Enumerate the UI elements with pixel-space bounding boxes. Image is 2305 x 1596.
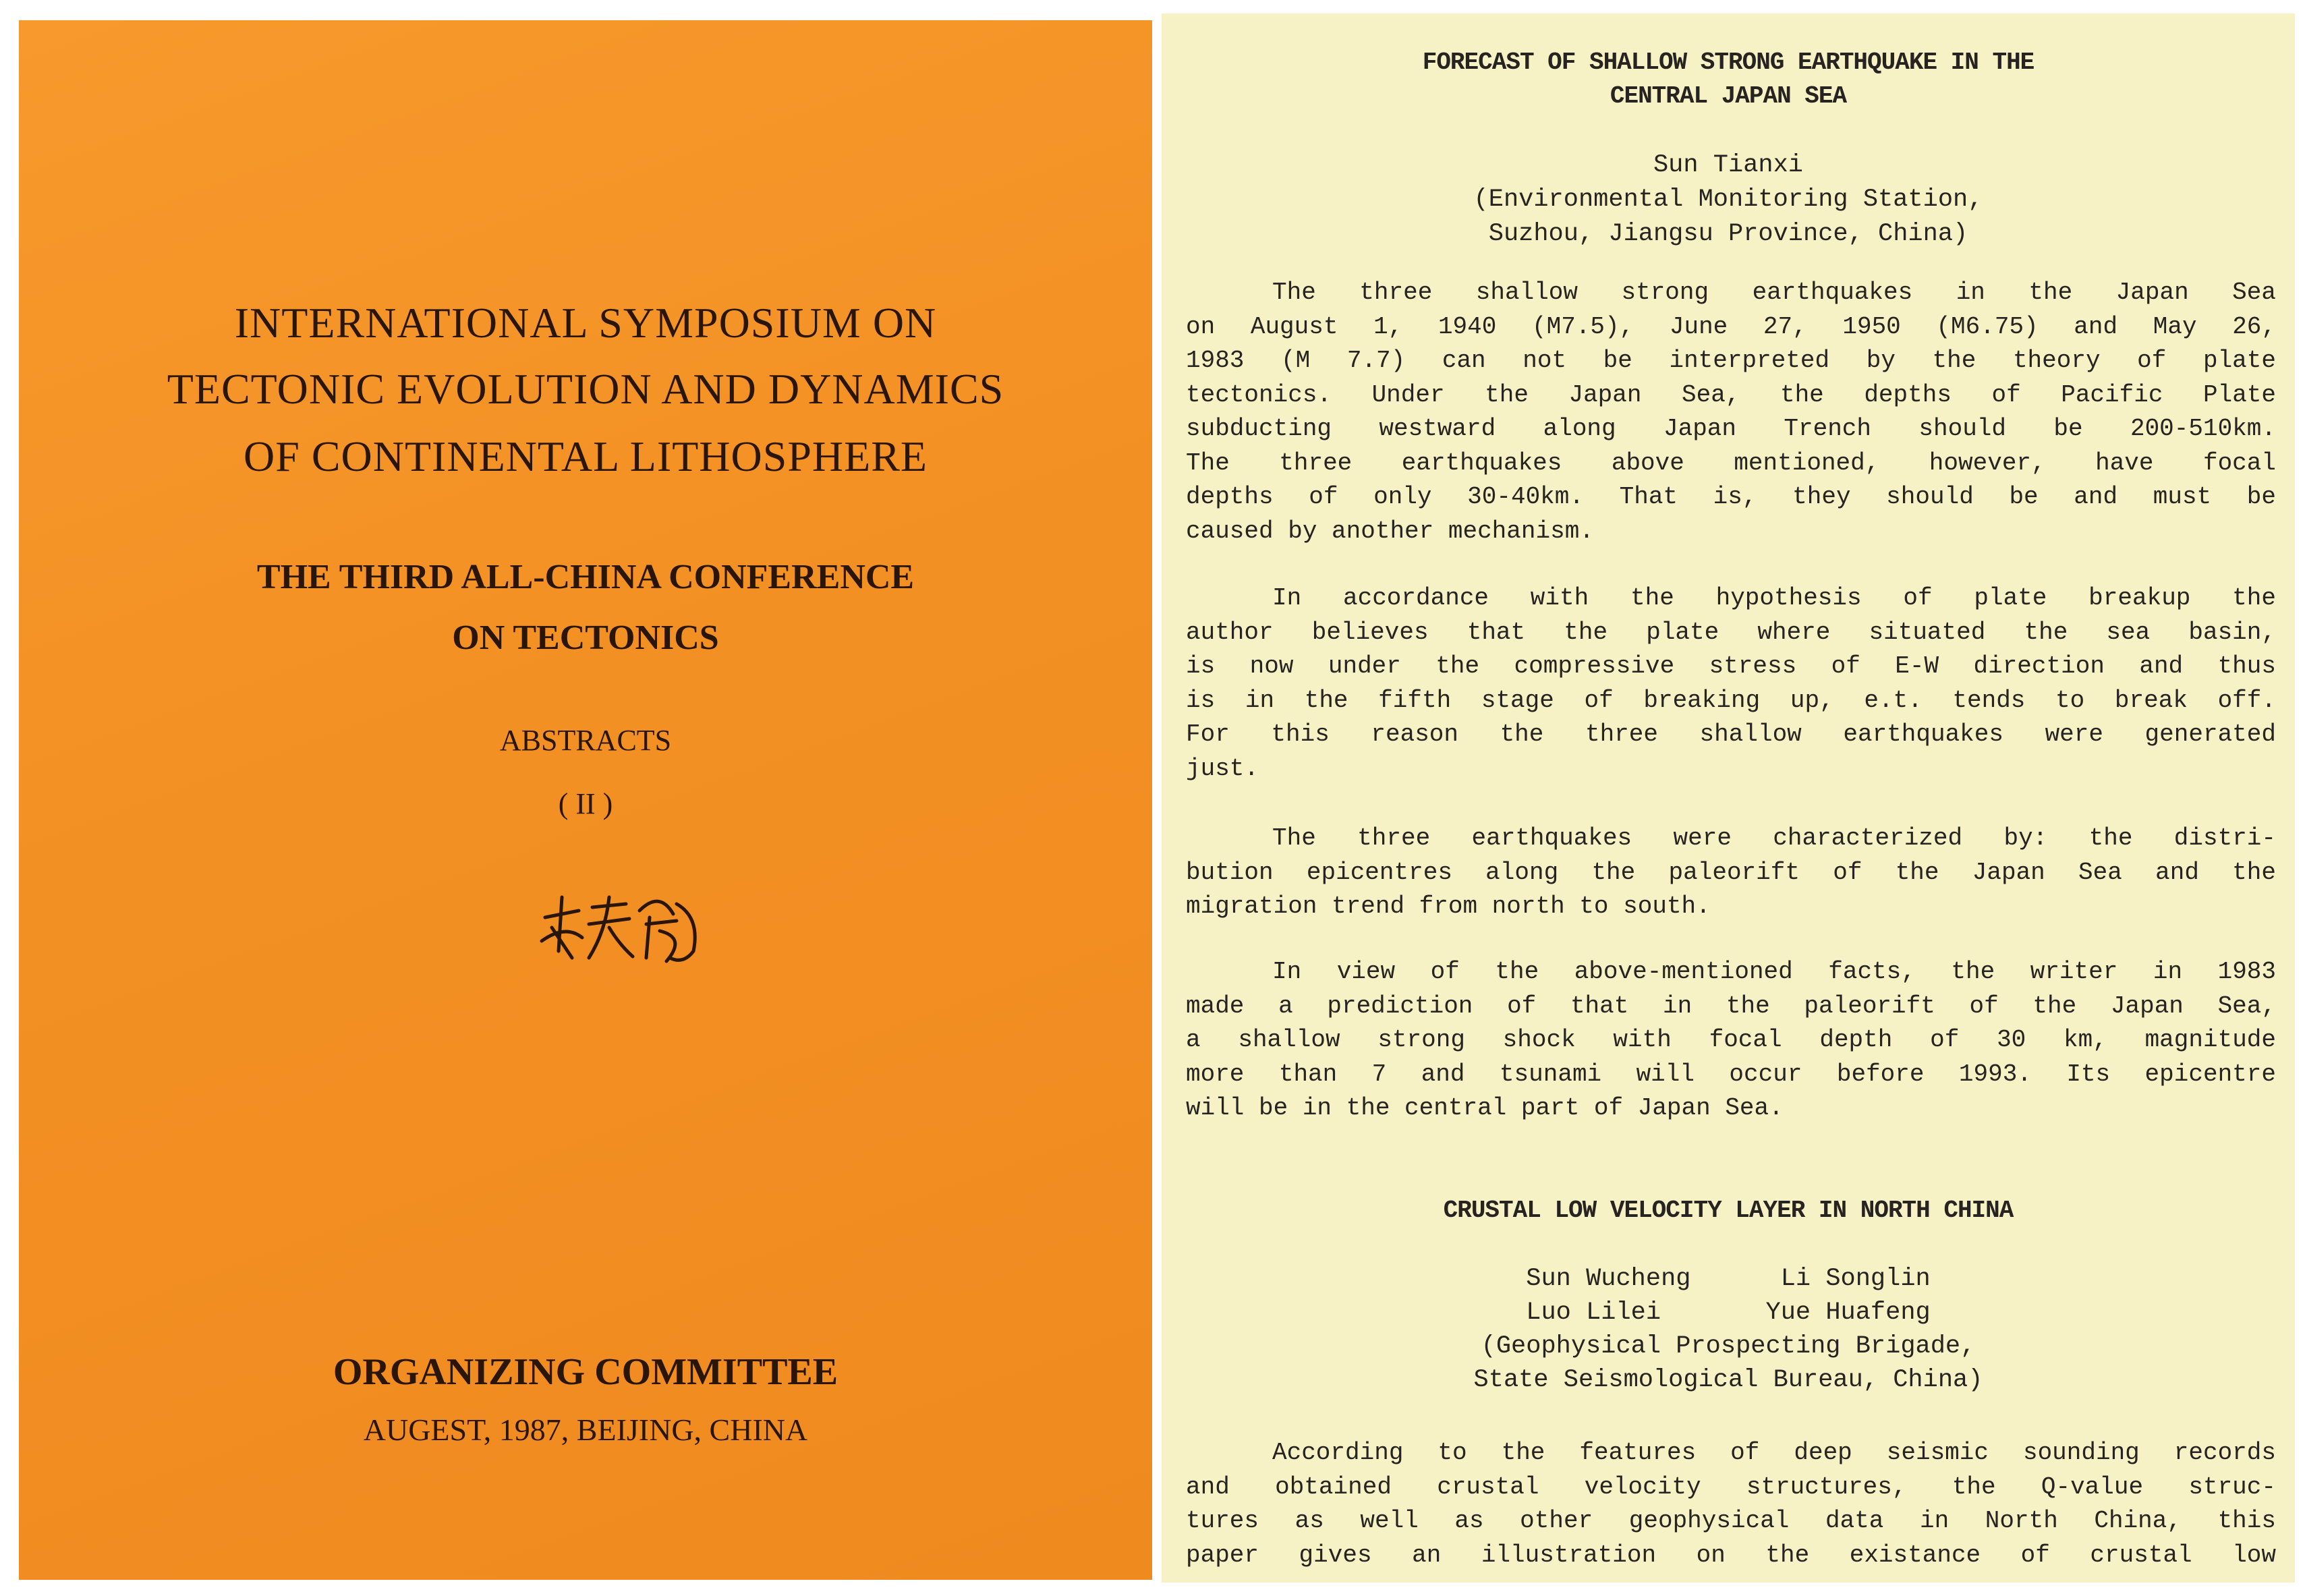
text-line: and obtained crustal velocity structures, the Q-value struc-: [1186, 1473, 2276, 1501]
abstracts-label: ABSTRACTS: [499, 724, 672, 757]
text-line: is now under the compressive stress of E-W direction and thus: [1186, 652, 2276, 680]
text-line: The three earthquakes were characterized by: the distri-: [1272, 824, 2276, 852]
article1-affiliation-line-2: Suzhou, Jiangsu Province, China): [1488, 220, 1968, 248]
text-line: author believes that the plate where situated the sea basin,: [1186, 618, 2276, 646]
text-line: According to the features of deep seismic sounding records: [1272, 1439, 2276, 1466]
conference-title-line-1: THE THIRD ALL-CHINA CONFERENCE: [256, 558, 915, 596]
symposium-title-line-2: TECTONIC EVOLUTION AND DYNAMICS: [167, 365, 1004, 413]
conference-title-line-2: ON TECTONICS: [452, 619, 719, 657]
article1-title-line-2: CENTRAL JAPAN SEA: [1610, 82, 1847, 110]
article1-paragraph-2: [1186, 581, 2276, 786]
text-line: 1983 (M 7.7) can not be interpreted by the theory of plate: [1186, 347, 2276, 374]
text-line: In accordance with the hypothesis of plate breakup the: [1272, 584, 2276, 612]
text-line: bution epicentres along the paleorift of the Japan Sea and the: [1186, 858, 2276, 886]
text-line: tures as well as other geophysical data in North China, this: [1186, 1507, 2276, 1535]
text-line: a shallow strong shock with focal depth of 30 km, magnitude: [1186, 1026, 2276, 1054]
article2-paragraph-1: [1186, 1436, 2276, 1572]
article1-paragraph-3: [1186, 822, 2276, 924]
text-line: depths of only 30-40km. That is, they should be and must be: [1186, 483, 2276, 511]
text-line: caused by another mechanism.: [1186, 517, 1594, 545]
calligraphy-signature: [532, 877, 707, 971]
symposium-title-line-3: OF CONTINENTAL LITHOSPHERE: [244, 432, 928, 480]
book-cover: [19, 20, 1152, 1580]
text-line: paper gives an illustration on the existance of crustal low: [1186, 1541, 2276, 1569]
date-place: AUGEST, 1987, BEIJING, CHINA: [363, 1413, 808, 1447]
text-line: The three earthquakes above mentioned, however, have focal: [1186, 449, 2276, 477]
text-line: For this reason the three shallow earthquakes were generated: [1186, 720, 2276, 748]
article1-paragraph-4: [1186, 955, 2276, 1126]
text-line: subducting westward along Japan Trench should be 200-510km.: [1186, 415, 2276, 443]
article1-title-line-1: FORECAST OF SHALLOW STRONG EARTHQUAKE IN THE: [1422, 49, 2034, 76]
article2-authors-line-2: Luo Lilei Yue Huafeng: [1526, 1299, 1931, 1327]
text-line: just.: [1186, 754, 1259, 782]
text-line: In view of the above-mentioned facts, the writer in 1983: [1272, 958, 2276, 986]
text-line: The three shallow strong earthquakes in the Japan Sea: [1272, 279, 2276, 306]
article2-authors-line-1: Sun Wucheng Li Songlin: [1526, 1265, 1931, 1293]
symposium-title-line-1: INTERNATIONAL SYMPOSIUM ON: [234, 299, 937, 347]
text-line: will be in the central part of Japan Sea.: [1186, 1094, 1784, 1122]
article2-affiliation-line-1: (Geophysical Prospecting Brigade,: [1481, 1332, 1976, 1361]
volume-label: ( II ): [558, 787, 613, 820]
text-line: is in the fifth stage of breaking up, e.t. tends to break off.: [1186, 686, 2276, 714]
article1-author: Sun Tianxi: [1653, 151, 1804, 179]
text-line: more than 7 and tsunami will occur before 1993. Its epicentre: [1186, 1060, 2276, 1088]
article1-paragraph-1: [1186, 276, 2276, 548]
text-line: on August 1, 1940 (M7.5), June 27, 1950 (M6.75) and May 26,: [1186, 312, 2276, 341]
text-line: migration trend from north to south.: [1186, 892, 1711, 920]
organizer: ORGANIZING COMMITTEE: [333, 1351, 838, 1393]
text-line: tectonics. Under the Japan Sea, the depths of Pacific Plate: [1186, 380, 2276, 409]
article2-title: CRUSTAL LOW VELOCITY LAYER IN NORTH CHINA: [1443, 1197, 2014, 1224]
article2-affiliation-line-2: State Seismological Bureau, China): [1473, 1366, 1983, 1394]
text-line: made a prediction of that in the paleorift of the Japan Sea,: [1186, 992, 2276, 1020]
article1-affiliation-line-1: (Environmental Monitoring Station,: [1473, 186, 1983, 214]
abstract-page: [1162, 13, 2295, 1583]
